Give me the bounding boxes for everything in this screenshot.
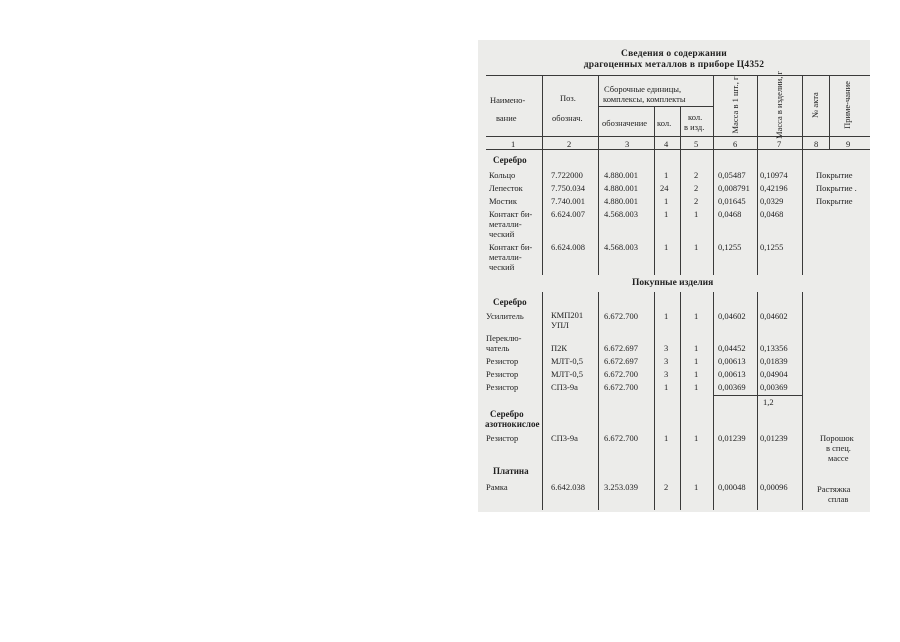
- num-3: 3: [625, 139, 630, 149]
- group-silver-nitrate-2: азотнокислое: [485, 419, 540, 429]
- cell-name: ческий: [489, 262, 515, 272]
- cell-mass-total: 0,1255: [760, 242, 784, 252]
- cell-qty: 1: [664, 382, 669, 392]
- cell-name: Резистор: [486, 356, 519, 366]
- cell-mass-unit: 0,01239: [718, 433, 746, 443]
- col-divider-4b: [680, 292, 681, 510]
- cell-mass-unit: 0,0468: [718, 209, 742, 219]
- cell-name: ческий: [489, 229, 515, 239]
- cell-mass-total: 0,04602: [760, 311, 788, 321]
- hdr-group-1: Сборочные единицы,: [604, 84, 682, 94]
- cell-mass-unit: 0,01645: [718, 196, 746, 206]
- doc-title-line1: Сведения о содержании: [621, 49, 727, 59]
- cell-qty: 1: [664, 242, 669, 252]
- cell-designation: 6.672.700: [604, 369, 638, 379]
- cell-name: чатель: [486, 343, 510, 353]
- cell-qty-item: 1: [694, 382, 699, 392]
- cell-name: Резистор: [486, 369, 519, 379]
- cell-mass-total: 0,0468: [760, 209, 784, 219]
- col-divider-3: [654, 106, 655, 275]
- cell-qty-item: 1: [694, 369, 699, 379]
- cell-note: в спец.: [826, 443, 851, 453]
- cell-mass-unit: 0,05487: [718, 170, 746, 180]
- cell-qty: 1: [664, 196, 669, 206]
- hdr-name-1: Наимено-: [490, 95, 526, 105]
- cell-qty-item: 2: [694, 170, 699, 180]
- cell-qty-item: 2: [694, 196, 699, 206]
- cell-note: массе: [828, 453, 849, 463]
- cell-designation: 6.672.700: [604, 433, 638, 443]
- cell-mass-total: 0,00096: [760, 482, 788, 492]
- cell-pos: 6.624.007: [551, 209, 585, 219]
- cell-mass-unit: 0,00613: [718, 369, 746, 379]
- hdr-qty: кол.: [657, 118, 672, 128]
- cell-note: Порошок: [820, 433, 854, 443]
- cell-qty: 3: [664, 369, 669, 379]
- cell-pos: П2К: [551, 343, 568, 353]
- col-divider-7b: [802, 292, 803, 510]
- cell-note: Растяжка: [817, 484, 851, 494]
- cell-designation: 4.568.003: [604, 242, 638, 252]
- cell-mass-unit: 0,00613: [718, 356, 746, 366]
- col-divider-3b: [654, 292, 655, 510]
- cell-mass-total: 0,01239: [760, 433, 788, 443]
- cell-qty-item: 1: [694, 433, 699, 443]
- cell-pos: 7.740.001: [551, 196, 585, 206]
- cell-qty: 1: [664, 209, 669, 219]
- cell-name: Резистор: [486, 382, 519, 392]
- cell-designation: 6.672.700: [604, 382, 638, 392]
- hdr-pos-1: Поз.: [560, 93, 576, 103]
- cell-qty: 1: [664, 170, 669, 180]
- doc-title-line2: драгоценных металлов в приборе Ц4352: [583, 60, 765, 70]
- hdr-qty-item-2: в изд.: [684, 122, 705, 132]
- cell-name: Лепесток: [489, 183, 523, 193]
- cell-name: Контакт би-: [489, 209, 533, 219]
- col-divider-5: [713, 75, 714, 275]
- cell-mass-total: 0,0329: [760, 196, 784, 206]
- cell-name: Контакт би-: [489, 242, 533, 252]
- num-4: 4: [664, 139, 669, 149]
- cell-pos: СП3-9а: [551, 382, 578, 392]
- subtotal-value: 1,2: [763, 397, 774, 407]
- col-divider-5b: [713, 292, 714, 510]
- cell-qty-item: 1: [694, 482, 699, 492]
- cell-mass-total: 0,42196: [760, 183, 788, 193]
- cell-pos: 6.624.008: [551, 242, 585, 252]
- num-7: 7: [777, 139, 782, 149]
- cell-qty-item: 1: [694, 242, 699, 252]
- cell-designation: 6.672.697: [604, 343, 638, 353]
- cell-name: металли-: [489, 219, 522, 229]
- cell-mass-unit: 0,04602: [718, 311, 746, 321]
- cell-designation: 4.880.001: [604, 183, 638, 193]
- cell-name: металли-: [489, 252, 522, 262]
- cell-designation: 4.568.003: [604, 209, 638, 219]
- cell-mass-unit: 0,00369: [718, 382, 746, 392]
- cell-mass-total: 0,01839: [760, 356, 788, 366]
- cell-note: Покрытие .: [816, 183, 857, 193]
- cell-qty: 3: [664, 343, 669, 353]
- cell-qty-item: 1: [694, 311, 699, 321]
- cell-mass-unit: 0,04452: [718, 343, 746, 353]
- hdr-mass-unit: Масса в 1 шт., г: [730, 76, 740, 134]
- num-1: 1: [511, 139, 516, 149]
- group-silver-2: Серебро: [493, 297, 527, 307]
- num-2: 2: [567, 139, 572, 149]
- hdr-group-2: комплексы, комплекты: [603, 94, 686, 104]
- cell-name: Усилитель: [486, 311, 524, 321]
- cell-designation: 6.672.700: [604, 311, 638, 321]
- num-6: 6: [733, 139, 738, 149]
- cell-qty-item: 1: [694, 356, 699, 366]
- cell-pos: КМП201: [551, 310, 584, 320]
- col-divider-8: [829, 75, 830, 150]
- cell-name: Рамка: [486, 482, 508, 492]
- cell-mass-total: 0,00369: [760, 382, 788, 392]
- cell-pos: МЛТ-0,5: [551, 356, 583, 366]
- cell-qty: 3: [664, 356, 669, 366]
- cell-pos: 6.642.038: [551, 482, 585, 492]
- subtotal-rule: [713, 395, 802, 396]
- hdr-name-2: вание: [496, 113, 517, 123]
- cell-name: Кольцо: [489, 170, 516, 180]
- col-divider-6b: [757, 292, 758, 510]
- num-8: 8: [814, 139, 819, 149]
- col-divider-1: [542, 75, 543, 275]
- col-divider-7: [802, 75, 803, 275]
- cell-note: сплав: [828, 494, 849, 504]
- cell-name: Резистор: [486, 433, 519, 443]
- hdr-note: Приме-чание: [842, 81, 852, 129]
- col-divider-2: [598, 75, 599, 275]
- cell-mass-total: 0,10974: [760, 170, 788, 180]
- col-divider-6: [757, 75, 758, 275]
- hdr-pos-2: обознач.: [552, 113, 583, 123]
- numbers-rule: [486, 149, 870, 150]
- hdr-mass-total: Масса в изделии, г: [774, 71, 784, 139]
- cell-qty-item: 1: [694, 209, 699, 219]
- col-divider-2b: [598, 292, 599, 510]
- cell-pos: МЛТ-0,5: [551, 369, 583, 379]
- hdr-qty-item-1: кол.: [688, 112, 703, 122]
- cell-designation: 4.880.001: [604, 170, 638, 180]
- purchased-heading: Покупные изделия: [632, 278, 714, 288]
- hdr-designation: обозначение: [602, 118, 648, 128]
- cell-qty: 2: [664, 482, 669, 492]
- cell-mass-unit: 0,008791: [718, 183, 750, 193]
- group-silver-nitrate-1: Серебро: [490, 409, 524, 419]
- cell-qty: 1: [664, 311, 669, 321]
- cell-mass-unit: 0,00048: [718, 482, 746, 492]
- hdr-act-no: № акта: [810, 92, 820, 118]
- cell-designation: 3.253.039: [604, 482, 638, 492]
- cell-qty: 24: [660, 183, 669, 193]
- cell-pos: 7.750.034: [551, 183, 585, 193]
- cell-designation: 4.880.001: [604, 196, 638, 206]
- col-divider-4: [680, 106, 681, 275]
- num-9: 9: [846, 139, 851, 149]
- group-platinum: Платина: [493, 466, 529, 476]
- col-divider-1b: [542, 292, 543, 510]
- cell-pos: СП3-9а: [551, 433, 578, 443]
- cell-name: Мостик: [489, 196, 517, 206]
- cell-mass-total: 0,04904: [760, 369, 788, 379]
- cell-mass-unit: 0,1255: [718, 242, 742, 252]
- num-5: 5: [694, 139, 699, 149]
- cell-mass-total: 0,13356: [760, 343, 788, 353]
- cell-pos: УПЛ: [551, 320, 569, 330]
- cell-qty: 1: [664, 433, 669, 443]
- group-header-rule: [598, 106, 713, 107]
- cell-pos: 7.722000: [551, 170, 583, 180]
- group-silver-1: Серебро: [493, 155, 527, 165]
- cell-qty-item: 2: [694, 183, 699, 193]
- cell-name: Переклю-: [486, 333, 522, 343]
- cell-qty-item: 1: [694, 343, 699, 353]
- cell-designation: 6.672.697: [604, 356, 638, 366]
- cell-note: Покрытие: [816, 170, 853, 180]
- cell-note: Покрытие: [816, 196, 853, 206]
